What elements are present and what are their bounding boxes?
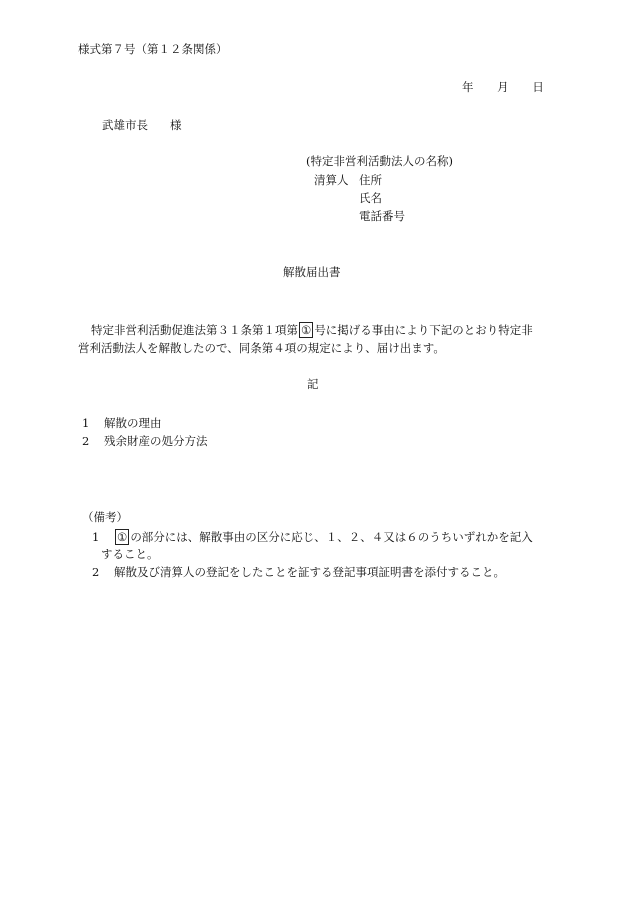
- ki-heading: 記: [307, 377, 319, 391]
- liquidator-role: 清算人: [314, 173, 349, 187]
- addressee: [102, 119, 182, 133]
- address-label: 住所: [359, 173, 382, 187]
- date-month: 月: [497, 80, 509, 94]
- body-line-2: 営利活動法人を解散したので、同条第４項の規定により、届け出ます。: [78, 341, 445, 355]
- boxed-number-mark: ①: [301, 323, 312, 337]
- remark-note-1: 1 ① の部分には、解散事由の区分に応じ、１、２、４又は６のうちいずれかを記入: [92, 530, 533, 544]
- addressee-name: 武雄市長: [102, 118, 148, 132]
- remarks-heading: （備考）: [82, 510, 128, 524]
- date-year: 年: [462, 80, 474, 94]
- form-number: 様式第７号（第１２条関係）: [78, 42, 228, 56]
- remark-note-2: 2 解散及び清算人の登記をしたことを証する登記事項証明書を添付すること。: [92, 565, 505, 579]
- body-line-1: 特定非営利活動促進法第３１条第１項第 ① 号に掲げる事由により下記のとおり特定非: [91, 323, 533, 337]
- name-label: 氏名: [359, 191, 382, 205]
- list-item: 2 残余財産の処分方法: [82, 434, 208, 448]
- date-day: 日: [532, 80, 544, 94]
- addressee-honorific: 様: [170, 118, 182, 132]
- phone-label: 電話番号: [359, 209, 405, 223]
- document-title: 解散届出書: [283, 265, 341, 279]
- remark-note-1-cont: すること。: [101, 547, 159, 561]
- date-line: [462, 81, 544, 95]
- list-item: 1 解散の理由: [82, 416, 162, 430]
- boxed-number-mark: ①: [117, 530, 128, 544]
- org-name-label: (特定非営利活動法人の名称): [306, 154, 453, 168]
